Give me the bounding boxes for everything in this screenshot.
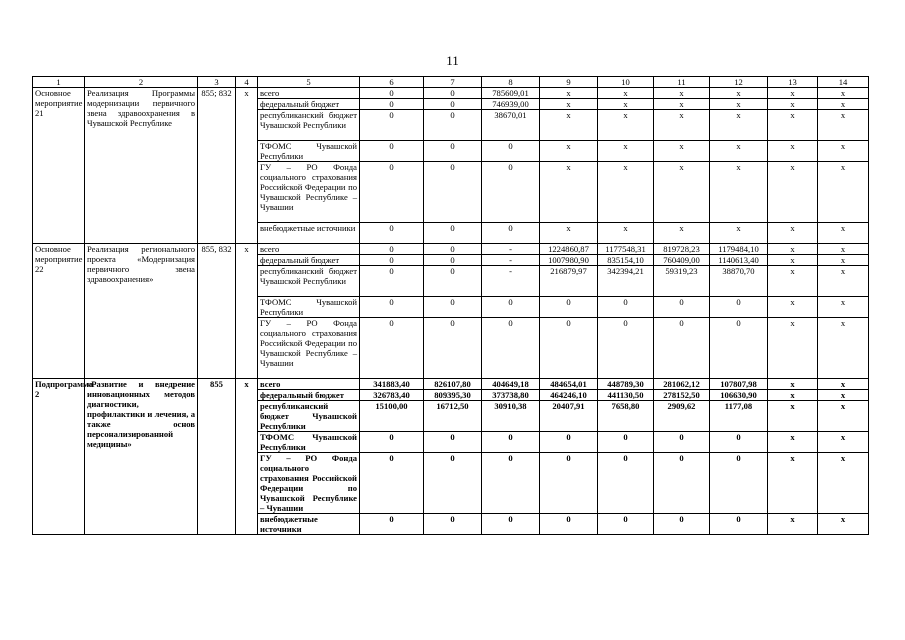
program-label: Основное мероприятие 22 — [33, 244, 85, 379]
value-cell: 1179484,10 — [710, 244, 768, 255]
value-cell: 0 — [482, 141, 540, 162]
value-cell: 809395,30 — [424, 390, 482, 401]
value-cell: 0 — [710, 453, 768, 514]
value-cell: x — [768, 390, 818, 401]
value-cell: x — [818, 255, 869, 266]
budget-table — [32, 76, 869, 535]
program-title: Реализация регионального проекта «Модернизация первичного звена здравоохранения» — [85, 244, 198, 379]
value-cell: x — [768, 453, 818, 514]
value-cell: x — [818, 379, 869, 390]
value-cell: x — [768, 244, 818, 255]
value-cell: 760409,00 — [654, 255, 710, 266]
value-cell: 0 — [360, 223, 424, 244]
value-cell: x — [818, 244, 869, 255]
funding-source: внебюджетные источники — [258, 223, 360, 244]
funding-source: ГУ – РО Фонда социального страхования Российской Федерации по Чувашской Республике – Чувашии — [258, 318, 360, 379]
column-number: 12 — [710, 77, 768, 88]
value-cell: - — [482, 266, 540, 297]
value-cell: x — [540, 110, 598, 141]
program-title: Реализация Программы модернизации первичного звена здравоохранения в Чувашской Республике — [85, 88, 198, 244]
value-cell: x — [768, 297, 818, 318]
value-cell: 0 — [710, 297, 768, 318]
value-cell: x — [768, 99, 818, 110]
value-cell: 1177548,31 — [598, 244, 654, 255]
value-cell: 38870,70 — [710, 266, 768, 297]
value-cell: x — [654, 141, 710, 162]
value-cell: 20407,91 — [540, 401, 598, 432]
value-cell: 0 — [710, 432, 768, 453]
value-cell: x — [710, 223, 768, 244]
value-cell: 0 — [360, 141, 424, 162]
value-cell: 0 — [360, 318, 424, 379]
value-cell: x — [768, 255, 818, 266]
value-cell: x — [818, 297, 869, 318]
program-label: Подпрограмма 2 — [33, 379, 85, 535]
value-cell: 0 — [654, 453, 710, 514]
budget-code: 855 — [198, 379, 236, 535]
value-cell: x — [768, 379, 818, 390]
value-cell: 0 — [424, 141, 482, 162]
value-cell: 0 — [360, 453, 424, 514]
value-cell: x — [598, 141, 654, 162]
value-cell: - — [482, 244, 540, 255]
value-cell: 0 — [360, 255, 424, 266]
funding-source: ГУ – РО Фонда социального страхования Российской Федерации по Чувашской Республике – Чувашии — [258, 453, 360, 514]
value-cell: 0 — [360, 99, 424, 110]
value-cell: x — [540, 223, 598, 244]
value-cell: x — [598, 99, 654, 110]
column-number: 10 — [598, 77, 654, 88]
value-cell: 0 — [540, 432, 598, 453]
value-cell: x — [654, 110, 710, 141]
value-cell: 0 — [598, 432, 654, 453]
value-cell: 0 — [540, 297, 598, 318]
value-cell: x — [818, 99, 869, 110]
column-number-row — [33, 77, 869, 88]
funding-source: ГУ – РО Фонда социального страхования Российской Федерации по Чувашской Республике – Чувашии — [258, 162, 360, 223]
value-cell: 373738,80 — [482, 390, 540, 401]
value-cell: x — [710, 110, 768, 141]
value-cell: x — [818, 453, 869, 514]
value-cell: x — [768, 141, 818, 162]
value-cell: 746939,00 — [482, 99, 540, 110]
value-cell: x — [768, 110, 818, 141]
page-number: 11 — [446, 53, 459, 68]
value-cell: 0 — [424, 432, 482, 453]
value-cell: 0 — [710, 514, 768, 535]
funding-source: республиканский бюджет Чувашской Республики — [258, 110, 360, 141]
value-cell: 0 — [598, 318, 654, 379]
value-cell: x — [818, 141, 869, 162]
value-cell: 326783,40 — [360, 390, 424, 401]
value-cell: 16712,50 — [424, 401, 482, 432]
value-cell: x — [710, 141, 768, 162]
value-cell: 0 — [482, 297, 540, 318]
value-cell: 404649,18 — [482, 379, 540, 390]
value-cell: 0 — [598, 514, 654, 535]
value-cell: 1140613,40 — [710, 255, 768, 266]
program-label: Основное мероприятие 21 — [33, 88, 85, 244]
value-cell: 0 — [424, 255, 482, 266]
value-cell: 0 — [540, 318, 598, 379]
value-cell: 0 — [424, 297, 482, 318]
value-cell: x — [768, 266, 818, 297]
value-cell: 0 — [360, 88, 424, 99]
column-number: 1 — [33, 77, 85, 88]
value-cell: 1177,08 — [710, 401, 768, 432]
value-cell: 30910,38 — [482, 401, 540, 432]
column-number: 9 — [540, 77, 598, 88]
value-cell: 106630,90 — [710, 390, 768, 401]
value-cell: x — [598, 88, 654, 99]
column-number: 4 — [236, 77, 258, 88]
value-cell: x — [654, 99, 710, 110]
value-cell: x — [818, 390, 869, 401]
value-cell: 0 — [540, 453, 598, 514]
mark-cell: x — [236, 379, 258, 535]
value-cell: x — [710, 88, 768, 99]
value-cell: 0 — [482, 432, 540, 453]
value-cell: 342394,21 — [598, 266, 654, 297]
value-cell: - — [482, 255, 540, 266]
table-body — [33, 77, 869, 535]
funding-source: всего — [258, 88, 360, 99]
value-cell: 819728,23 — [654, 244, 710, 255]
value-cell: 0 — [424, 453, 482, 514]
value-cell: x — [654, 162, 710, 223]
value-cell: 0 — [424, 88, 482, 99]
value-cell: 1224860,87 — [540, 244, 598, 255]
value-cell: x — [818, 401, 869, 432]
value-cell: 0 — [424, 223, 482, 244]
column-number: 13 — [768, 77, 818, 88]
value-cell: x — [818, 432, 869, 453]
value-cell: x — [598, 162, 654, 223]
value-cell: 0 — [482, 318, 540, 379]
value-cell: x — [540, 88, 598, 99]
table-row — [33, 88, 869, 99]
column-number: 7 — [424, 77, 482, 88]
value-cell: 38670,01 — [482, 110, 540, 141]
value-cell: 785609,01 — [482, 88, 540, 99]
value-cell: 0 — [482, 223, 540, 244]
value-cell: 0 — [540, 514, 598, 535]
value-cell: 2909,62 — [654, 401, 710, 432]
program-title: «Развитие и внедрение инновационных методов диагностики, профилактики и лечения, а также основ персонализированной медицины» — [85, 379, 198, 535]
value-cell: 216879,97 — [540, 266, 598, 297]
value-cell: 0 — [654, 432, 710, 453]
column-number: 3 — [198, 77, 236, 88]
value-cell: x — [768, 318, 818, 379]
value-cell: 0 — [360, 110, 424, 141]
funding-source: всего — [258, 379, 360, 390]
funding-source: ТФОМС Чувашской Республики — [258, 141, 360, 162]
value-cell: 441130,50 — [598, 390, 654, 401]
value-cell: x — [818, 110, 869, 141]
value-cell: x — [598, 110, 654, 141]
column-number: 8 — [482, 77, 540, 88]
budget-code: 855; 832 — [198, 88, 236, 244]
value-cell: 0 — [482, 162, 540, 223]
value-cell: 0 — [424, 110, 482, 141]
mark-cell: x — [236, 88, 258, 244]
value-cell: 0 — [710, 318, 768, 379]
value-cell: 107807,98 — [710, 379, 768, 390]
funding-source: всего — [258, 244, 360, 255]
value-cell: 0 — [424, 99, 482, 110]
column-number: 11 — [654, 77, 710, 88]
value-cell: 0 — [654, 514, 710, 535]
value-cell: x — [818, 514, 869, 535]
value-cell: 826107,80 — [424, 379, 482, 390]
funding-source: ТФОМС Чувашской Республики — [258, 432, 360, 453]
value-cell: 448789,30 — [598, 379, 654, 390]
table-row — [33, 379, 869, 390]
value-cell: 0 — [424, 266, 482, 297]
value-cell: 7658,80 — [598, 401, 654, 432]
value-cell: x — [540, 141, 598, 162]
column-number: 14 — [818, 77, 869, 88]
value-cell: 835154,10 — [598, 255, 654, 266]
value-cell: 0 — [360, 514, 424, 535]
funding-source: внебюджетные источники — [258, 514, 360, 535]
funding-source: федеральный бюджет — [258, 99, 360, 110]
value-cell: 1007980,90 — [540, 255, 598, 266]
mark-cell: x — [236, 244, 258, 379]
value-cell: 0 — [360, 244, 424, 255]
value-cell: x — [818, 162, 869, 223]
value-cell: 484654,01 — [540, 379, 598, 390]
funding-source: республиканский бюджет Чувашской Республики — [258, 401, 360, 432]
funding-source: федеральный бюджет — [258, 255, 360, 266]
value-cell: 0 — [654, 297, 710, 318]
value-cell: x — [818, 318, 869, 379]
value-cell: 0 — [424, 162, 482, 223]
value-cell: 0 — [360, 432, 424, 453]
value-cell: x — [768, 88, 818, 99]
value-cell: 59319,23 — [654, 266, 710, 297]
value-cell: x — [654, 88, 710, 99]
value-cell: 15100,00 — [360, 401, 424, 432]
value-cell: x — [768, 162, 818, 223]
column-number: 2 — [85, 77, 198, 88]
value-cell: x — [710, 99, 768, 110]
value-cell: x — [768, 514, 818, 535]
value-cell: 464246,10 — [540, 390, 598, 401]
value-cell: 0 — [360, 162, 424, 223]
value-cell: 0 — [482, 453, 540, 514]
value-cell: 0 — [360, 266, 424, 297]
value-cell: 278152,50 — [654, 390, 710, 401]
value-cell: 0 — [654, 318, 710, 379]
value-cell: x — [818, 266, 869, 297]
value-cell: x — [768, 223, 818, 244]
value-cell: x — [710, 162, 768, 223]
value-cell: x — [818, 223, 869, 244]
value-cell: 0 — [424, 244, 482, 255]
funding-source: республиканский бюджет Чувашской Республики — [258, 266, 360, 297]
value-cell: x — [768, 432, 818, 453]
value-cell: 0 — [598, 297, 654, 318]
value-cell: 0 — [482, 514, 540, 535]
value-cell: 281062,12 — [654, 379, 710, 390]
column-number: 5 — [258, 77, 360, 88]
funding-source: федеральный бюджет — [258, 390, 360, 401]
value-cell: 0 — [360, 297, 424, 318]
value-cell: x — [540, 99, 598, 110]
value-cell: x — [768, 401, 818, 432]
budget-code: 855, 832 — [198, 244, 236, 379]
value-cell: x — [818, 88, 869, 99]
value-cell: 341883,40 — [360, 379, 424, 390]
value-cell: x — [598, 223, 654, 244]
column-number: 6 — [360, 77, 424, 88]
value-cell: x — [654, 223, 710, 244]
table-row — [33, 244, 869, 255]
value-cell: x — [540, 162, 598, 223]
value-cell: 0 — [424, 318, 482, 379]
funding-source: ТФОМС Чувашской Республики — [258, 297, 360, 318]
value-cell: 0 — [424, 514, 482, 535]
value-cell: 0 — [598, 453, 654, 514]
